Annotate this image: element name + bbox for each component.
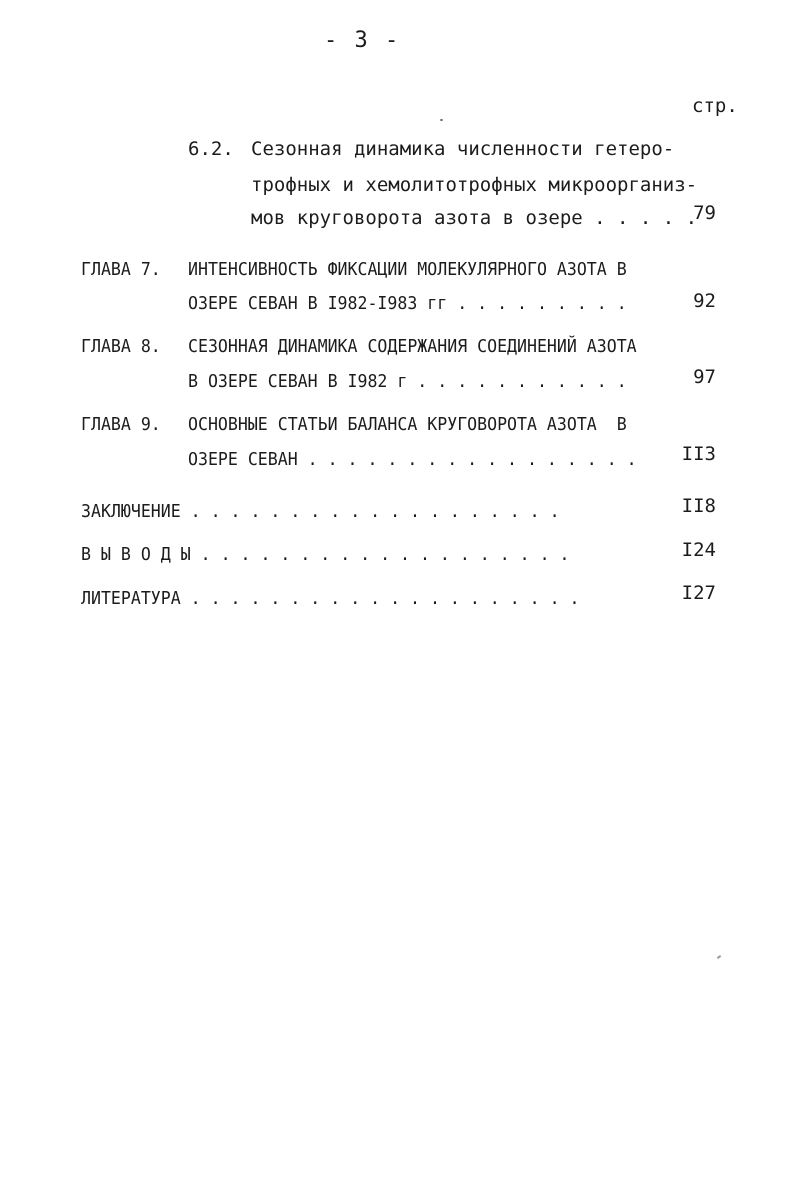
- page-reference: II8: [681, 495, 716, 517]
- page-reference: 92: [693, 290, 716, 312]
- pages-column-label: стр.: [692, 95, 738, 117]
- entry-title: В Ы В О Д Ы . . . . . . . . . . . . . . . . . . .: [81, 544, 570, 565]
- entry-title-line-2: ОЗЕРЕ СЕВАН В I982-I983 гг . . . . . . . . .: [188, 293, 627, 314]
- page-reference: I27: [681, 582, 716, 604]
- entry-title-line-2: В ОЗЕРЕ СЕВАН В I982 г . . . . . . . . . . .: [188, 371, 627, 392]
- chapter-label: ГЛАВА 7.: [81, 259, 161, 280]
- entry-title-line-3: мов круговорота азота в озере . . . . .: [251, 207, 698, 229]
- entry-title-line-2: ОЗЕРЕ СЕВАН . . . . . . . . . . . . . . . . .: [188, 449, 637, 470]
- section-number: 6.2.: [188, 138, 234, 160]
- page-number: - 3 -: [324, 28, 401, 53]
- page-reference: 79: [693, 202, 716, 224]
- chapter-label: ГЛАВА 9.: [81, 414, 161, 435]
- scan-speck: [440, 119, 443, 121]
- chapter-label: ГЛАВА 8.: [81, 336, 161, 357]
- entry-title-line-1: СЕЗОННАЯ ДИНАМИКА СОДЕРЖАНИЯ СОЕДИНЕНИЙ АЗОТА: [188, 336, 637, 357]
- entry-title: ЛИТЕРАТУРА . . . . . . . . . . . . . . . . . . . .: [81, 588, 580, 609]
- entry-title: ЗАКЛЮЧЕНИЕ . . . . . . . . . . . . . . . . . . .: [81, 501, 560, 522]
- page-reference: I24: [681, 539, 716, 561]
- entry-title-line-1: Сезонная динамика численности гетеро-: [251, 138, 675, 160]
- entry-title-line-1: ОСНОВНЫЕ СТАТЬИ БАЛАНСА КРУГОВОРОТА АЗОТА В: [188, 414, 627, 435]
- page-reference: 97: [693, 366, 716, 388]
- scan-mark: [717, 955, 721, 959]
- page-reference: II3: [681, 443, 716, 465]
- entry-title-line-2: трофных и хемолитотрофных микроорганиз-: [251, 174, 698, 196]
- entry-title-line-1: ИНТЕНСИВНОСТЬ ФИКСАЦИИ МОЛЕКУЛЯРНОГО АЗОТА В: [188, 259, 627, 280]
